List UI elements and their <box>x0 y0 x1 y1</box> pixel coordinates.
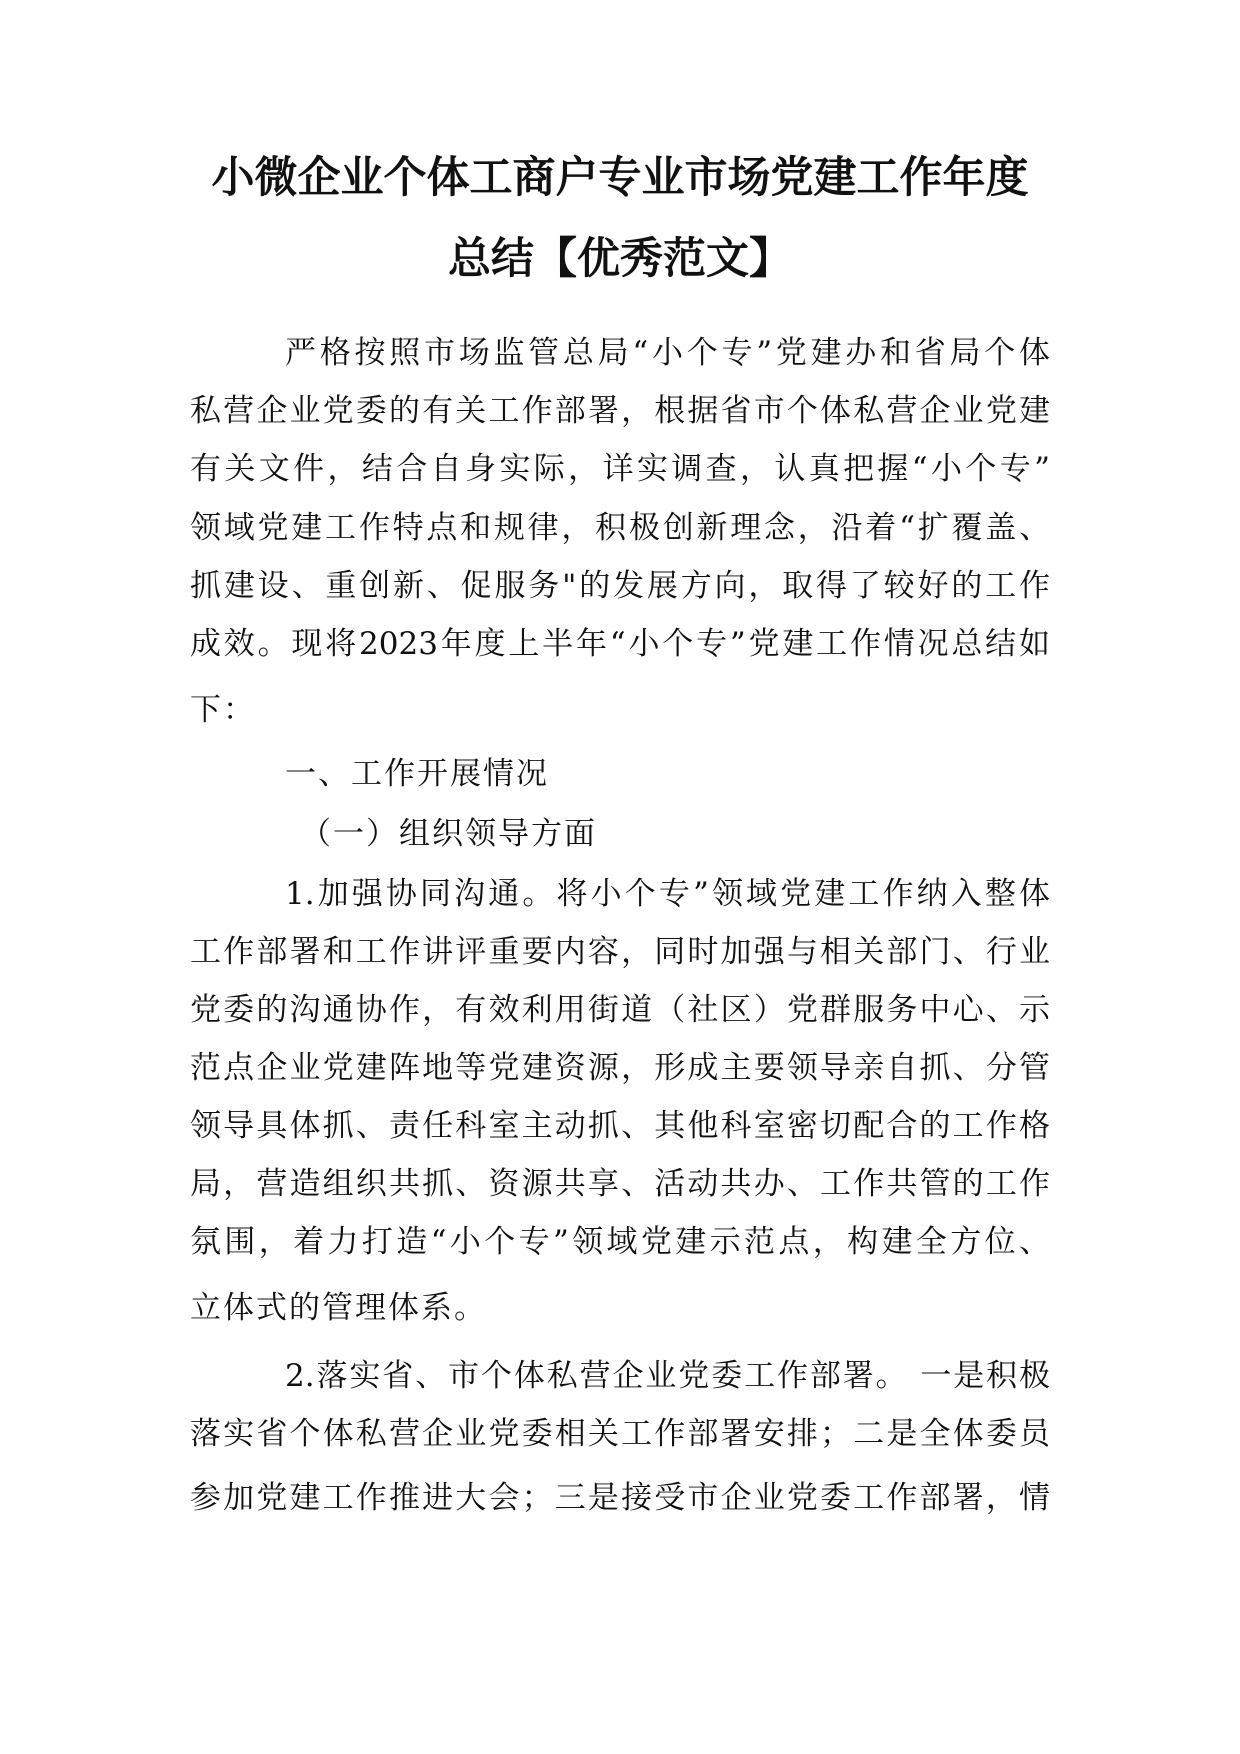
section-heading-1: 一、工作开展情况 <box>285 756 549 792</box>
paragraph-2-line-4: 范点企业党建阵地等党建资源，形成主要领导亲自抓、分管 <box>190 1050 1050 1086</box>
document-title-line-1: 小微企业个体工商户专业市场党建工作年度 <box>211 153 1029 203</box>
paragraph-2-line-8: 立体式的管理体系。 <box>190 1290 487 1326</box>
paragraph-3-line-2: 落实省个体私营企业党委相关工作部署安排；二是全体委员 <box>190 1416 1050 1452</box>
paragraph-2-line-1: 1.加强协同沟通。将小个专”领域党建工作纳入整体 <box>285 876 1050 912</box>
paragraph-2-line-3: 党委的沟通协作，有效利用街道（社区）党群服务中心、示 <box>190 992 1050 1028</box>
paragraph-1-line-1: 严格按照市场监管总局“小个专”党建办和省局个体 <box>285 335 1050 371</box>
paragraph-3-line-1: 2.落实省、市个体私营企业党委工作部署。 一是积极 <box>285 1358 1050 1394</box>
paragraph-1-line-5: 抓建设、重创新、促服务"的发展方向，取得了较好的工作 <box>190 568 1050 604</box>
paragraph-1-line-4: 领域党建工作特点和规律，积极创新理念，沿着“扩覆盖、 <box>190 510 1050 546</box>
paragraph-2-line-7: 氛围，着力打造“小个专”领域党建示范点，构建全方位、 <box>190 1224 1050 1260</box>
paragraph-3-line-3: 参加党建工作推进大会；三是接受市企业党委工作部署，情 <box>190 1480 1050 1516</box>
paragraph-2-line-6: 局，营造组织共抓、资源共享、活动共办、工作共管的工作 <box>190 1166 1050 1202</box>
subsection-heading-1: （一）组织领导方面 <box>300 816 597 852</box>
paragraph-1-line-3: 有关文件，结合自身实际，详实调查，认真把握“小个专” <box>190 451 1050 487</box>
paragraph-2-line-2: 工作部署和工作讲评重要内容，同时加强与相关部门、行业 <box>190 934 1050 970</box>
paragraph-1-line-7: 下： <box>190 692 256 728</box>
document-title-line-2: 总结【优秀范文】 <box>448 234 792 284</box>
paragraph-1-line-6: 成效。现将2023年度上半年“小个专”党建工作情况总结如 <box>190 626 1050 662</box>
paragraph-1-line-2: 私营企业党委的有关工作部署，根据省市个体私营企业党建 <box>190 393 1050 429</box>
paragraph-2-line-5: 领导具体抓、责任科室主动抓、其他科室密切配合的工作格 <box>190 1108 1050 1144</box>
